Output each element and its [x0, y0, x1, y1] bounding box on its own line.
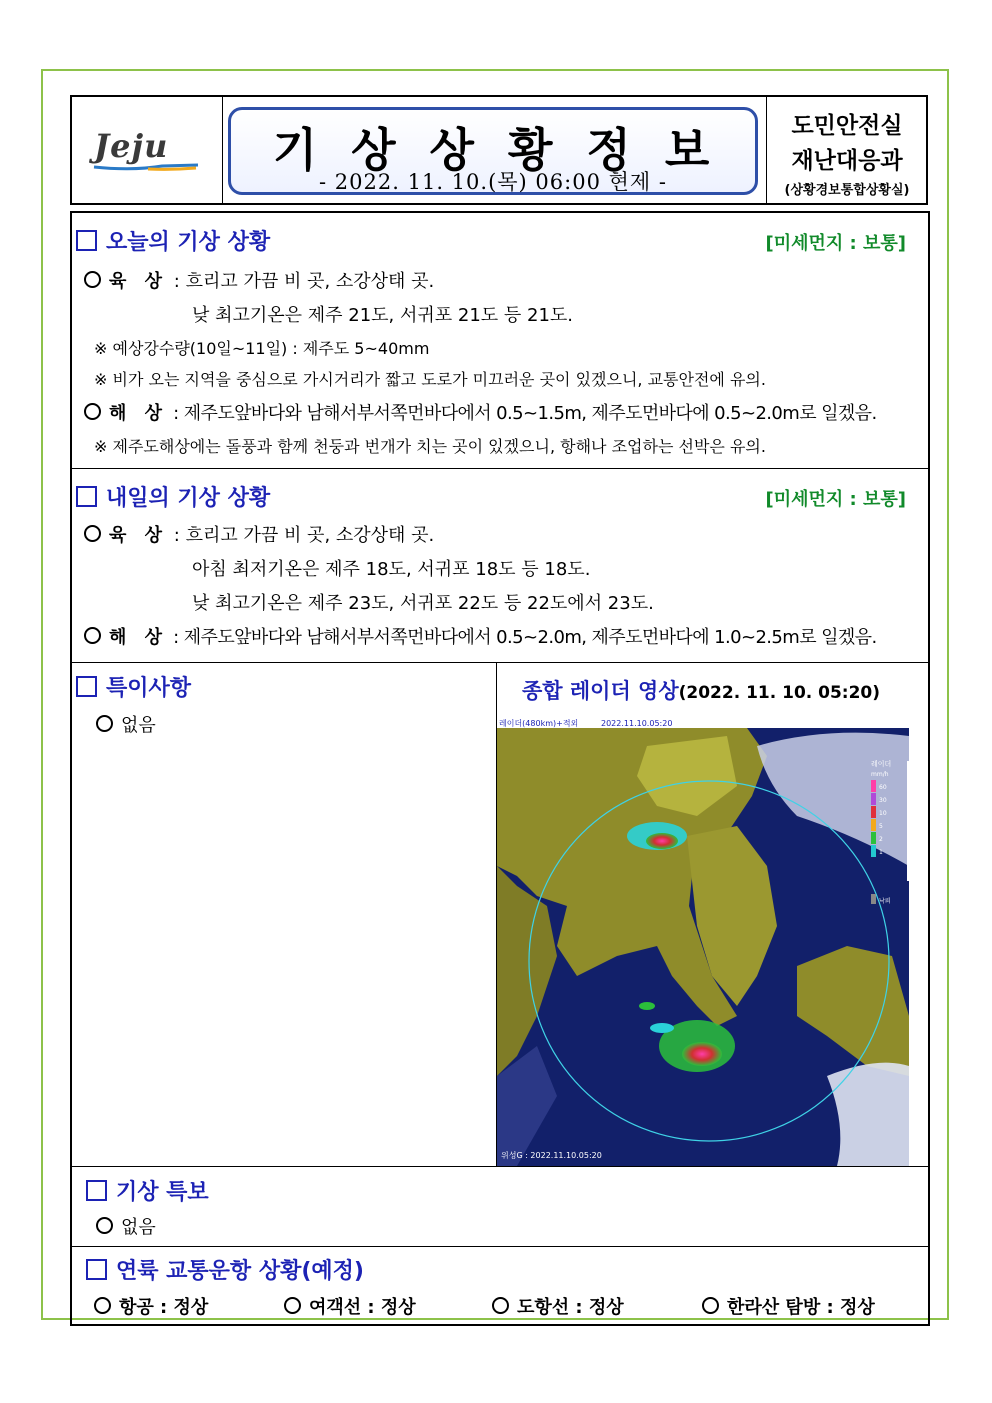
special-item: 없음	[96, 711, 156, 737]
title-box	[228, 107, 758, 195]
radar-legend-swatch	[871, 845, 876, 857]
circle-icon	[96, 1217, 113, 1234]
circle-icon	[702, 1297, 719, 1314]
warning-section-title: 기상 특보	[86, 1175, 209, 1206]
circle-icon	[96, 715, 113, 732]
page-title: 기상상황정보	[272, 123, 744, 177]
radar-legend-title: 레이더	[871, 760, 892, 768]
radar-image	[497, 716, 909, 1166]
dept-line2: 재난대응과	[791, 148, 903, 174]
radar-legend-swatch	[871, 832, 876, 844]
divider	[72, 468, 928, 469]
radar-title: 종합 레이더 영상(2022. 11. 10. 05:20)	[522, 679, 881, 703]
radar-bottom-label: 위성G : 2022.11.10.05:20	[501, 1151, 602, 1160]
circle-icon	[492, 1297, 509, 1314]
dept-line1: 도민안전실	[791, 113, 903, 139]
report-body	[70, 211, 930, 1326]
today-land: 육 상 : 흐리고 가끔 비 곳, 소강상태 곳.	[84, 267, 434, 293]
circle-icon	[94, 1297, 111, 1314]
radar-legend-value: 60	[879, 784, 887, 791]
radar-legend-swatch	[871, 780, 876, 792]
radar-legend-swatch	[871, 793, 876, 805]
radar-legend-lightning-swatch	[871, 894, 876, 904]
tomorrow-section-title: 내일의 기상 상황	[76, 481, 270, 512]
radar-legend-value: 2	[879, 836, 883, 843]
today-section-title: 오늘의 기상 상황	[76, 225, 270, 256]
radar-legend-swatch	[871, 819, 876, 831]
radar-top-time: 2022.11.10.05:20	[601, 719, 673, 728]
today-land-line2: 낮 최고기온은 제주 21도, 서귀포 21도 등 21도.	[192, 305, 574, 326]
circle-icon	[84, 525, 101, 542]
divider	[72, 1246, 928, 1247]
radar-legend-unit: mm/h	[871, 771, 889, 778]
radar-legend-swatch	[871, 806, 876, 818]
tomorrow-land-line3: 낮 최고기온은 제주 23도, 서귀포 22도 등 22도에서 23도.	[192, 593, 654, 614]
radar-legend-value: 30	[879, 797, 887, 804]
divider	[72, 1166, 928, 1167]
circle-icon	[284, 1297, 301, 1314]
today-note2: ※ 비가 오는 지역을 중심으로 가시거리가 짧고 도로가 미끄러운 곳이 있겠으니, 교통안전에 유의.	[94, 370, 766, 389]
radar-legend-value: 5	[879, 823, 883, 830]
traffic-item-ferry: 여객선 : 정상	[284, 1293, 416, 1319]
tomorrow-land-line2: 아침 최저기온은 제주 18도, 서귀포 18도 등 18도.	[192, 559, 591, 580]
circle-icon	[84, 627, 101, 644]
page-date: - 2022. 11. 10.(목) 06:00 현제 -	[319, 170, 667, 194]
logo-swoosh-icon	[92, 163, 200, 171]
today-note1: ※ 예상강수량(10일~11일) : 제주도 5~40mm	[94, 339, 430, 358]
checkbox-icon	[76, 230, 97, 251]
traffic-item-air: 항공 : 정상	[94, 1293, 208, 1319]
tomorrow-land: 육 상 : 흐리고 가끔 비 곳, 소강상태 곳.	[84, 521, 434, 547]
checkbox-icon	[86, 1180, 107, 1201]
traffic-section-title: 연륙 교통운항 상황(예정)	[86, 1254, 364, 1285]
tomorrow-sea: 해 상 : 제주도앞바다와 남해서부서쪽먼바다에서 0.5~2.0m, 제주도먼바다에 1.0~2.5m로 일겠음.	[84, 623, 877, 649]
traffic-item-hallasan: 한라산 탐방 : 정상	[702, 1293, 875, 1319]
traffic-item-island-ferry: 도항선 : 정상	[492, 1293, 624, 1319]
today-dust: [미세먼지 : 보통]	[765, 233, 906, 254]
today-sea: 해 상 : 제주도앞바다와 남해서부서쪽먼바다에서 0.5~1.5m, 제주도먼바다에 0.5~2.0m로 일겠음.	[84, 399, 877, 425]
radar-legend-value: 1	[879, 849, 883, 856]
department-cell	[766, 97, 927, 203]
warning-item: 없음	[96, 1213, 156, 1239]
divider	[72, 662, 928, 663]
circle-icon	[84, 403, 101, 420]
jeju-logo: Jeju	[94, 127, 169, 165]
checkbox-icon	[76, 486, 97, 507]
checkbox-icon	[76, 676, 97, 697]
dept-line3: (상황경보통합상황실)	[784, 183, 910, 198]
radar-top-label: 레이더(480km)+적외	[499, 719, 579, 728]
checkbox-icon	[86, 1259, 107, 1280]
header	[70, 95, 928, 205]
circle-icon	[84, 271, 101, 288]
special-section-title: 특이사항	[76, 671, 191, 702]
today-note3: ※ 제주도해상에는 돌풍과 함께 천둥과 번개가 치는 곳이 있겠으니, 항해나 조업하는 선박은 유의.	[94, 437, 766, 456]
radar-legend-lightning: 낙뢰	[879, 898, 891, 905]
logo-cell	[72, 97, 223, 203]
tomorrow-dust: [미세먼지 : 보통]	[765, 489, 906, 510]
radar-legend-value: 10	[879, 810, 887, 817]
